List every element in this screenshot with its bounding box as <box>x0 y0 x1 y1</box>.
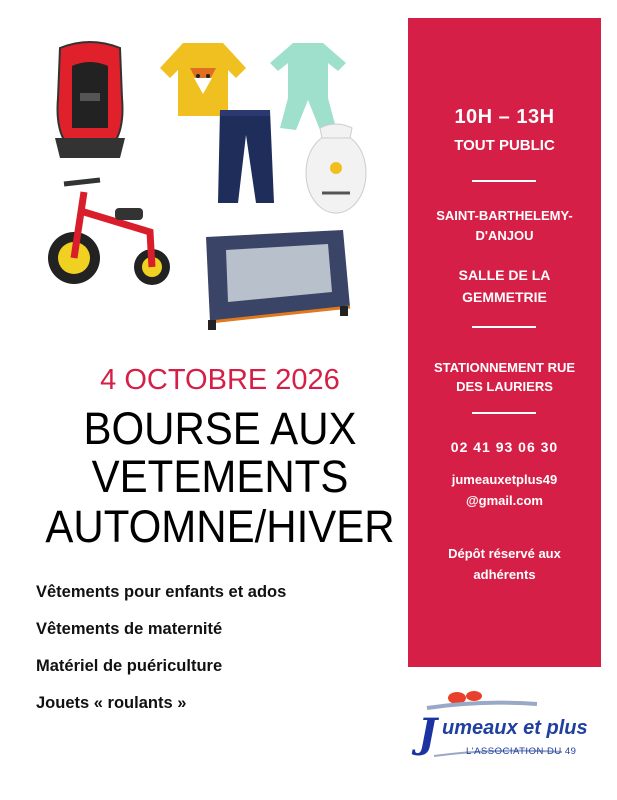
tricycle-icon <box>40 172 180 294</box>
divider <box>472 180 536 182</box>
travel-cot-icon <box>198 222 358 332</box>
event-time: 10H – 13H <box>454 106 555 128</box>
info-panel <box>408 18 601 667</box>
list-item: Vêtements pour enfants et ados <box>36 583 287 601</box>
email-address: jumeauxetplus49 @gmail.com <box>451 472 558 508</box>
event-date: 4 OCTOBRE 2026 <box>100 364 340 396</box>
items-list <box>36 580 286 728</box>
sleeping-bag-icon <box>302 118 370 214</box>
association-logo <box>412 690 587 770</box>
parking: STATIONNEMENT RUE DES LAURIERS <box>433 360 576 394</box>
town: SAINT-BARTHELEMY- D'ANJOU <box>436 208 573 243</box>
list-item: Jouets « roulants » <box>36 694 187 712</box>
logo-name: umeaux et plus <box>442 717 588 739</box>
list-item: Matériel de puériculture <box>36 657 223 675</box>
list-item: Vêtements de maternité <box>36 620 223 638</box>
jeans-icon <box>212 105 282 205</box>
phone-number: 02 41 93 06 30 <box>450 439 559 455</box>
divider <box>472 326 536 328</box>
audience: TOUT PUBLIC <box>454 137 555 154</box>
hall: SALLE DE LA GEMMETRIE <box>458 267 551 305</box>
event-title-line-3: AUTOMNE/HIVER <box>45 501 395 552</box>
depot-note: Dépôt réservé aux adhérents <box>448 546 561 582</box>
event-title-line-2: VETEMENTS <box>91 451 349 502</box>
logo-j-letter: J <box>418 710 437 757</box>
logo-subtitle: L'ASSOCIATION DU 49 <box>466 746 577 757</box>
car-seat-icon <box>40 38 140 160</box>
divider <box>472 412 536 414</box>
event-title-line-1: BOURSE AUX <box>83 403 357 454</box>
